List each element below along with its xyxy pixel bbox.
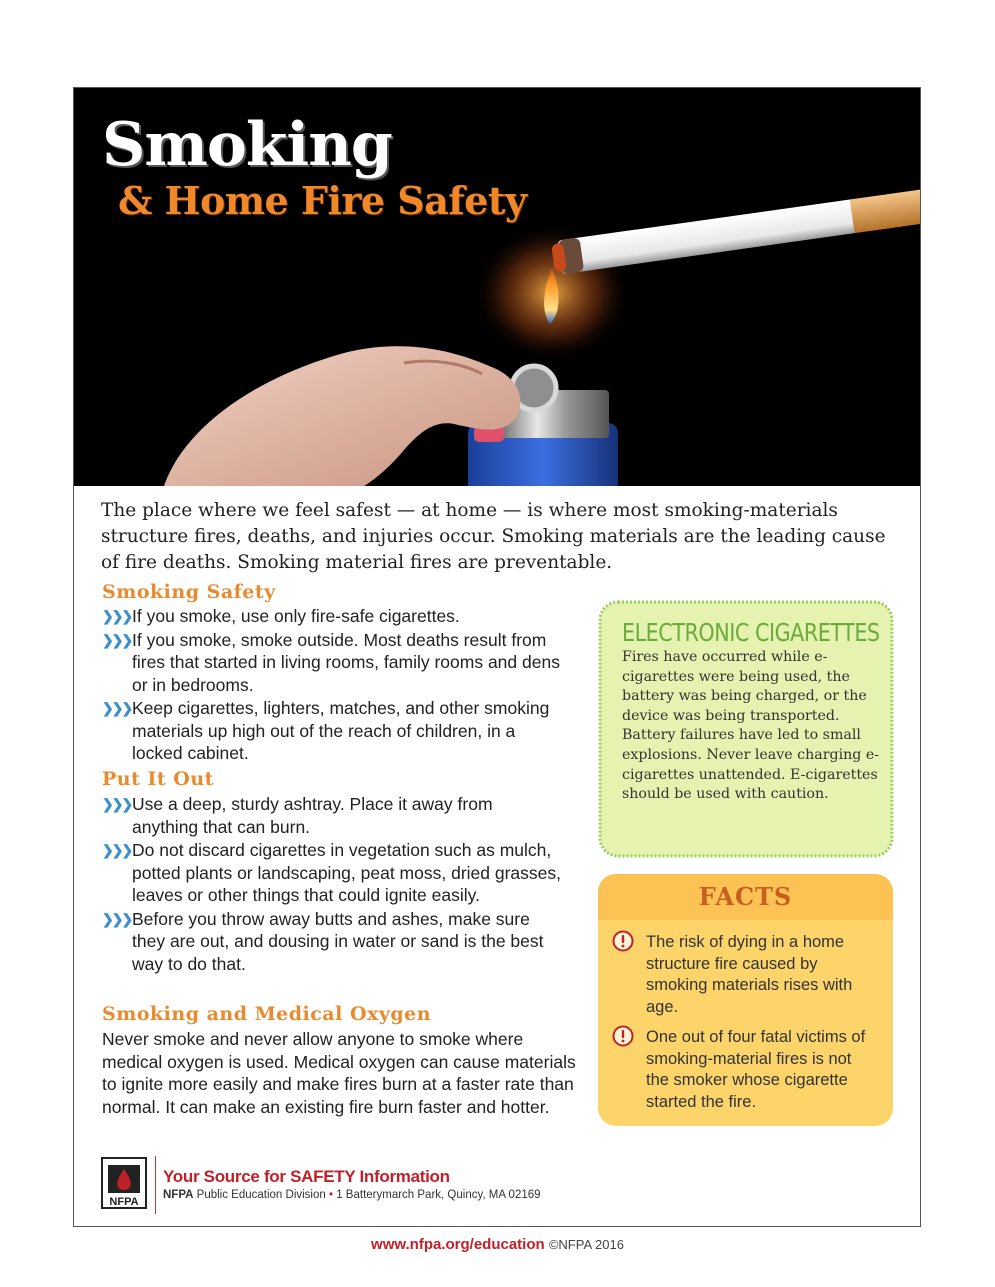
list-item: ❯❯❯ Use a deep, sturdy ashtray. Place it away from anything that can burn. xyxy=(102,794,493,837)
list-item: ❯❯❯ Do not discard cigarettes in vegetation such as mulch, potted plants or landscaping, peat moss, dried grasses, leaves or other things that could ignite easily. xyxy=(102,840,561,905)
list-item: ❯❯❯ If you smoke, smoke outside. Most deaths result from fires that started in living rooms, family rooms and dens or in bedrooms. xyxy=(102,629,560,695)
fact-item: One out of four fatal victims of smoking-material fires is not the smoker whose cigarette started the fire. xyxy=(646,1028,866,1111)
footer-divider xyxy=(155,1156,156,1214)
chevron-right-icon: ❯❯❯ xyxy=(102,842,132,858)
fact-item: The risk of dying in a home structure fire caused by smoking materials rises with age. xyxy=(646,933,853,1016)
medical-oxygen-text: Never smoke and never allow anyone to smoke where medical oxygen is used. Medical oxygen can cause materials to ignite more easily and make fires burn at a faster rate than normal. It can make an existing fire burn faster and hotter. xyxy=(102,1029,576,1117)
put-it-out-heading: Put It Out xyxy=(102,768,214,790)
facts-title: FACTS xyxy=(698,882,793,911)
ecig-text: Fires have occurred while e-cigarettes were being used, the battery was being charged, or the device was being transported. Battery failures have led to small explosions. Never leave charging e-cigarettes unattended. E-cigarettes should be used with caution. xyxy=(622,649,880,803)
chevron-right-icon: ❯❯❯ xyxy=(102,608,132,624)
chevron-right-icon: ❯❯❯ xyxy=(102,796,132,812)
footer-url-line xyxy=(0,1236,995,1253)
chevron-right-icon: ❯❯❯ xyxy=(102,700,132,716)
footer-address: NFPA Public Education Division • 1 Batterymarch Park, Quincy, MA 02169 xyxy=(163,1189,541,1201)
list-item: ❯❯❯ Before you throw away butts and ashes, make sure they are out, and dousing in water or sand is the best way to do that. xyxy=(102,908,544,974)
list-item: ❯❯❯ Keep cigarettes, lighters, matches, and other smoking materials up high out of the reach of children, in a locked cabinet. xyxy=(102,698,550,763)
footer-source: Your Source for SAFETY Information xyxy=(163,1167,450,1186)
put-it-out-list xyxy=(102,793,562,976)
svg-text:NFPA: NFPA xyxy=(109,1196,139,1208)
ecig-title: ELECTRONIC CIGARETTES xyxy=(622,618,880,647)
copyright: ©NFPA 2016 xyxy=(548,1237,624,1252)
medical-oxygen-heading: Smoking and Medical Oxygen xyxy=(102,1003,432,1025)
intro-paragraph: The place where we feel safest — at home — is where most smoking-materials structure fires, deaths, and injuries occur. Smoking materials are the leading cause of fire deaths. Smoking material fires are preventable. xyxy=(101,500,886,573)
nfpa-url-link[interactable]: www.nfpa.org/education xyxy=(371,1236,545,1253)
list-item: ❯❯❯ If you smoke, use only fire-safe cigarettes. xyxy=(102,606,460,626)
smoking-safety-heading: Smoking Safety xyxy=(102,581,276,603)
facts-box xyxy=(598,874,893,1126)
smoking-safety-list xyxy=(102,605,562,766)
nfpa-logo xyxy=(101,1157,147,1209)
chevron-right-icon: ❯❯❯ xyxy=(102,910,132,927)
page-subtitle: & Home Fire Safety xyxy=(118,178,527,223)
exclamation-icon xyxy=(612,1025,634,1047)
hero-banner xyxy=(74,88,920,486)
exclamation-icon xyxy=(612,930,634,952)
page-title: Smoking xyxy=(102,110,392,180)
chevron-right-icon: ❯❯❯ xyxy=(102,631,132,648)
